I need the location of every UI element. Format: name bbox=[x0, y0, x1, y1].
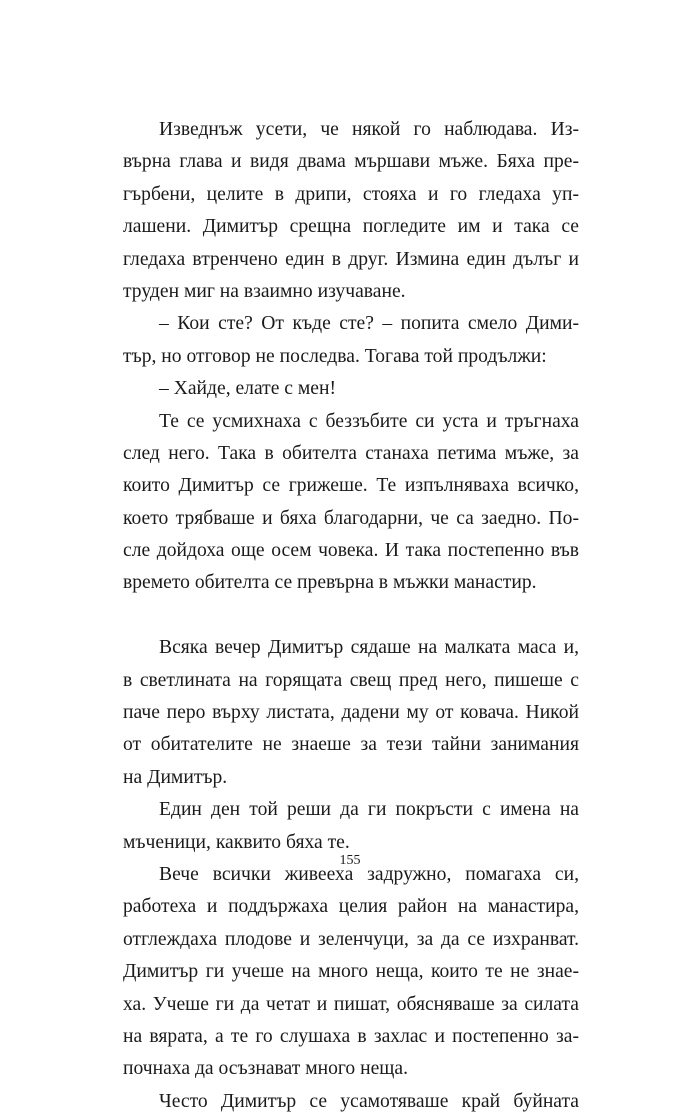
text-line: лашени. Димитър срещна погледите им и така се bbox=[123, 216, 579, 238]
text-line: Често Димитър се усамотяваше край буйната bbox=[159, 1090, 579, 1112]
page-number: 155 bbox=[339, 853, 361, 868]
text-line: Димитър ги учеше на много неща, които те не знае- bbox=[123, 961, 579, 983]
text-line: работеха и поддържаха целия район на манастира, bbox=[123, 896, 579, 918]
text-line: върна глава и видя двама мършави мъже. Бяха пре- bbox=[123, 151, 579, 173]
paragraph bbox=[123, 632, 579, 794]
text-line: от обитателите не знаеше за тези тайни занимания bbox=[123, 734, 579, 756]
paragraph bbox=[123, 794, 579, 859]
text-line: в светлината на горящата свещ пред него, пишеше с bbox=[123, 669, 579, 691]
text-line: гърбени, целите в дрипи, стояха и го гледаха уп- bbox=[123, 183, 579, 205]
paragraph bbox=[123, 308, 579, 373]
text-line: гледаха втренчено един в друг. Измина един дълъг и bbox=[123, 248, 579, 270]
text-line: – Кои сте? От къде сте? – попита смело Дими- bbox=[159, 313, 579, 335]
text-line: – Хайде, елате с мен! bbox=[159, 378, 337, 400]
section-break bbox=[123, 600, 579, 632]
text-line: труден миг на взаимно изучаване. bbox=[123, 280, 406, 302]
text-line: които Димитър се грижеше. Те изпълняваха всичко, bbox=[123, 475, 579, 497]
text-line: почнаха да осъзнават много неща. bbox=[123, 1058, 408, 1080]
text-line: сле дойдоха още осем човека. И така постепенно във bbox=[123, 540, 579, 562]
paragraph bbox=[123, 1086, 579, 1118]
paragraph bbox=[123, 114, 579, 308]
paragraph bbox=[123, 406, 579, 600]
text-line: Един ден той реши да ги покръсти с имена на bbox=[159, 799, 579, 821]
text-line: на вярата, а те го слушаха в захлас и постепенно за- bbox=[123, 1025, 579, 1047]
text-line: Те се усмихнаха с беззъбите си уста и тръгнаха bbox=[159, 410, 579, 432]
text-line: Всяка вечер Димитър сядаше на малката маса и, bbox=[159, 637, 579, 659]
text-line: което трябваше и бяха благодарни, че са заедно. По- bbox=[123, 507, 579, 529]
text-line: отглеждаха плодове и зеленчуци, за да се изхранват. bbox=[123, 928, 579, 950]
text-line: ха. Учеше ги да четат и пишат, обясняваше за силата bbox=[123, 993, 579, 1015]
text-line: времето обителта се превърна в мъжки манастир. bbox=[123, 572, 537, 594]
paragraph bbox=[123, 373, 579, 405]
text-line: след него. Така в обителта станаха петима мъже, за bbox=[123, 442, 579, 464]
text-line: паче перо върху листата, дадени му от ковача. Никой bbox=[123, 702, 579, 724]
text-line: Вече всички живееха задружно, помагаха си, bbox=[159, 863, 579, 885]
paragraph bbox=[123, 859, 579, 1086]
text-line: тър, но отговор не последва. Тогава той продължи: bbox=[123, 345, 547, 367]
text-line: Изведнъж усети, че някой го наблюдава. Из- bbox=[159, 119, 579, 140]
text-line: мъченици, каквито бяха те. bbox=[123, 831, 350, 853]
book-page-body bbox=[123, 114, 579, 1118]
text-line: на Димитър. bbox=[123, 766, 228, 788]
